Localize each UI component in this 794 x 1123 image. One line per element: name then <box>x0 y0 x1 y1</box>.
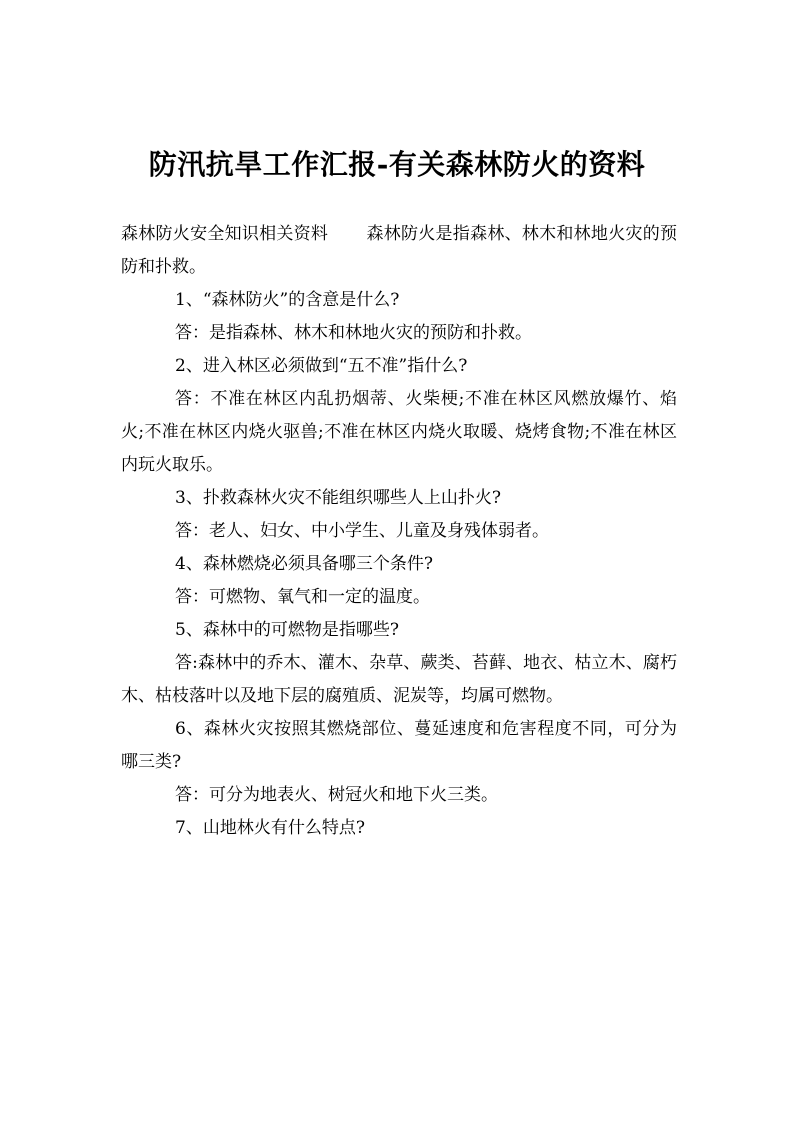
answer-2: 答：不准在林区内乱扔烟蒂、火柴梗;不准在林区风燃放爆竹、焰火;不准在林区内烧火驱兽;不准在林区内烧火取暖、烧烤食物;不准在林区内玩火取乐。 <box>121 389 677 475</box>
answer-4: 答：可燃物、氧气和一定的温度。 <box>175 587 430 607</box>
document-body <box>121 218 677 845</box>
document-title: 防汛抗旱工作汇报-有关森林防火的资料 <box>148 148 646 181</box>
question-6: 6、森林火灾按照其燃烧部位、蔓延速度和危害程度不同，可分为哪三类? <box>121 719 677 772</box>
answer-3: 答：老人、妇女、中小学生、儿童及身残体弱者。 <box>175 521 549 541</box>
question-3: 3、扑救森林火灾不能组织哪些人上山扑火? <box>175 488 501 508</box>
question-5: 5、森林中的可燃物是指哪些? <box>175 620 399 640</box>
question-1: 1、“森林防火”的含意是什么? <box>175 290 400 310</box>
answer-5: 答:森林中的乔木、灌木、杂草、蕨类、苔藓、地衣、枯立木、腐朽木、枯枝落叶以及地下层的腐殖质、泥炭等，均属可燃物。 <box>121 653 677 706</box>
intro-heading: 森林防火安全知识相关资料 <box>121 224 329 244</box>
question-7: 7、山地林火有什么特点? <box>175 818 365 838</box>
intro-paragraph <box>121 218 677 284</box>
question-4: 4、森林燃烧必须具备哪三个条件? <box>175 554 433 574</box>
intro-text: 森林防火是指森林、林木和林地火灾的预防和扑救。 <box>121 224 678 277</box>
answer-1: 答：是指森林、林木和林地火灾的预防和扑救。 <box>175 323 532 343</box>
answer-6: 答：可分为地表火、树冠火和地下火三类。 <box>175 785 498 805</box>
question-2: 2、进入林区必须做到“五不准”指什么? <box>175 356 468 376</box>
